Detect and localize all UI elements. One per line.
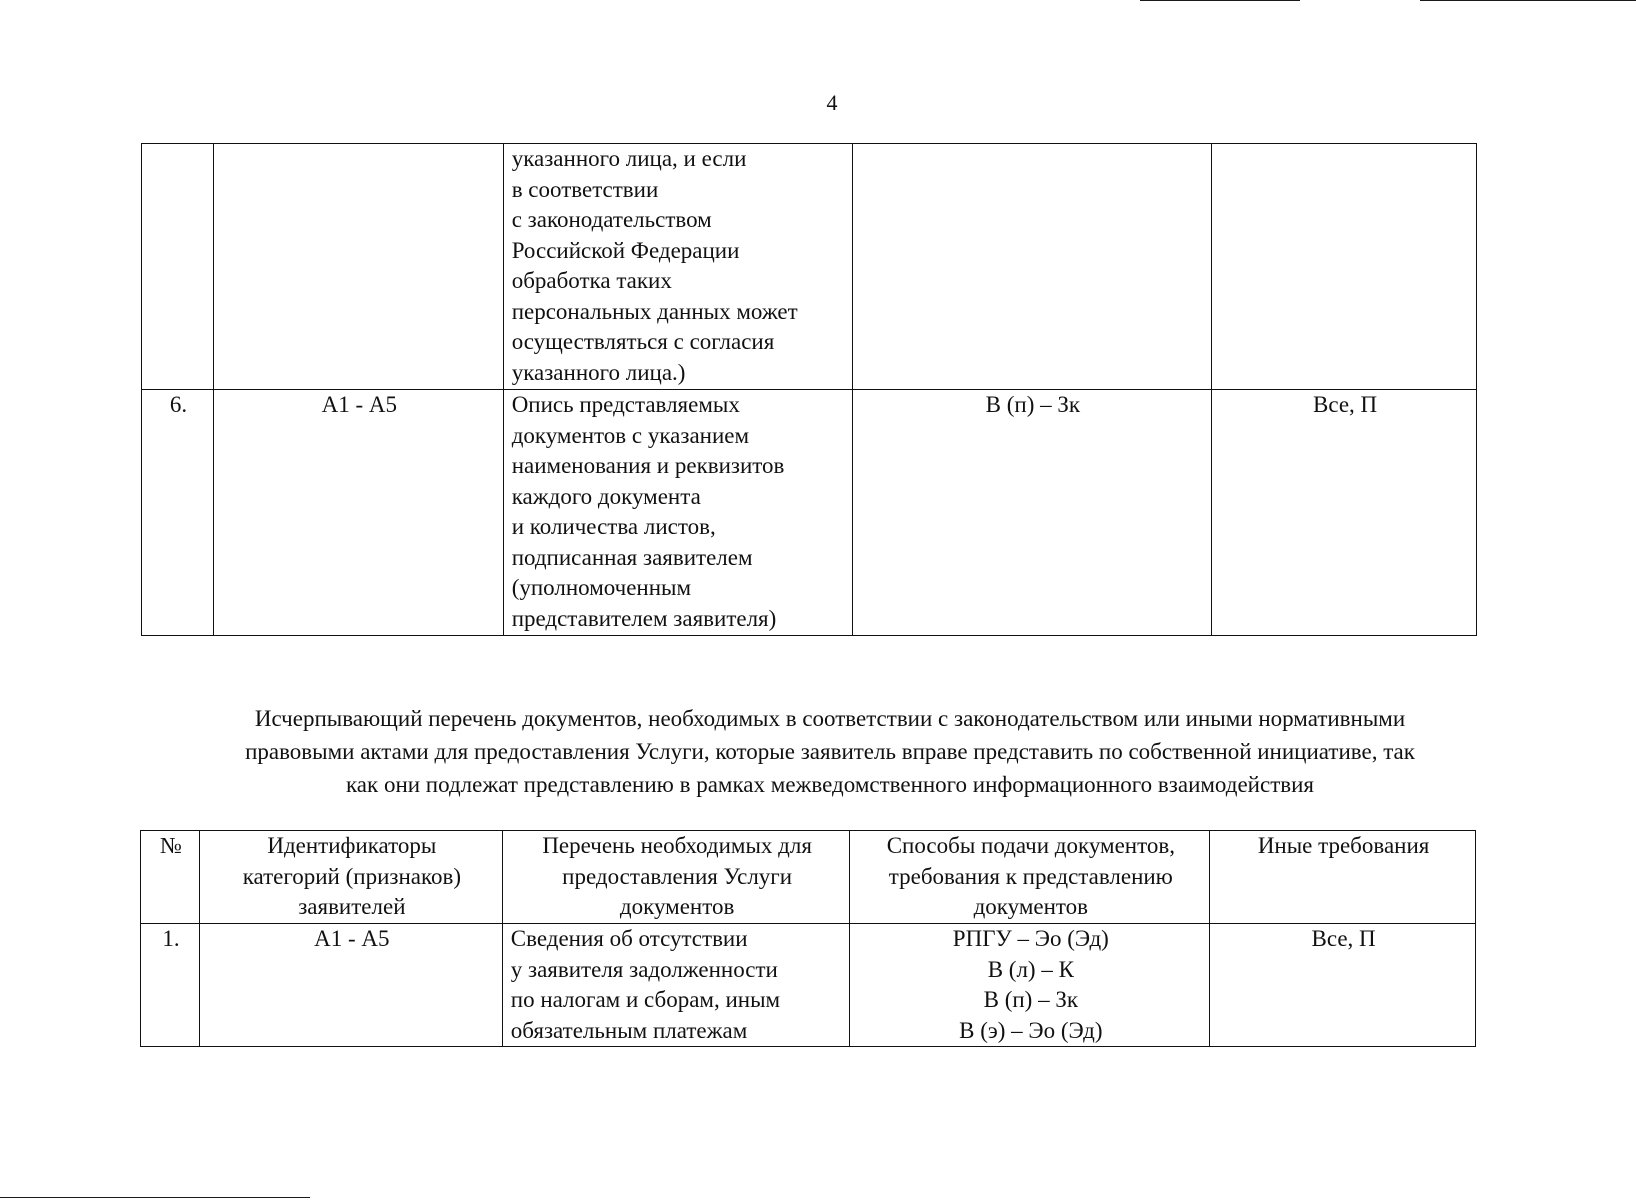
submission-methods-cell: РПГУ – Эо (Эд) В (л) – К В (п) – Зк В (э) – Эо (Эд) xyxy=(850,924,1210,1047)
page-number: 4 xyxy=(826,90,838,115)
section-heading-line-3: как они подлежат представлению в рамках межведомственного информационного взаимодействия xyxy=(345,772,1314,797)
document-description-cell: указанного лица, и если в соответствии с законодательством Российской Федерации обработка таких персональных данных может осуществляться с согласия указанного лица.) xyxy=(503,144,852,390)
scan-edge-line-bottom xyxy=(0,1197,310,1198)
submission-methods-cell xyxy=(852,144,1212,390)
section-heading-line-1: Исчерпывающий перечень документов, необходимых в соответствии с законодательством или иными нормативными xyxy=(254,706,1406,731)
document-description-cell: Опись представляемых документов с указанием наименования и реквизитов каждого документа и количества листов, подписанная заявителем (уполномоченным представителем заявителя) xyxy=(503,390,852,636)
applicant-ids-cell: А1 - А5 xyxy=(199,924,502,1047)
header-submission-methods: Способы подачи документов, требования к представлению документов xyxy=(850,831,1210,924)
table-row xyxy=(141,924,1476,1047)
header-other-requirements: Иные требования xyxy=(1210,831,1476,924)
scan-edge-line-top xyxy=(1140,0,1300,1)
row-number-cell: 6. xyxy=(142,390,214,636)
header-number: № xyxy=(141,831,200,924)
header-applicant-ids: Идентификаторы категорий (признаков) заявителей xyxy=(199,831,502,924)
continued-documents-table xyxy=(141,143,1477,636)
interagency-documents-table xyxy=(140,830,1476,1047)
table-header-row xyxy=(141,831,1476,924)
table-row xyxy=(142,390,1477,636)
section-heading xyxy=(150,702,1510,801)
row-number-cell: 1. xyxy=(141,924,200,1047)
applicant-ids-cell: А1 - А5 xyxy=(213,390,503,636)
header-document-list: Перечень необходимых для предоставления Услуги документов xyxy=(502,831,850,924)
scan-edge-line-top-right xyxy=(1420,0,1636,1)
other-requirements-cell xyxy=(1212,144,1477,390)
other-requirements-cell: Все, П xyxy=(1212,390,1477,636)
table-row xyxy=(142,144,1477,390)
other-requirements-cell: Все, П xyxy=(1210,924,1476,1047)
row-number-cell xyxy=(142,144,214,390)
applicant-ids-cell xyxy=(213,144,503,390)
submission-methods-cell: В (п) – Зк xyxy=(852,390,1212,636)
document-description-cell: Сведения об отсутствии у заявителя задолженности по налогам и сборам, иным обязательным платежам xyxy=(502,924,850,1047)
section-heading-line-2: правовыми актами для предоставления Услуги, которые заявитель вправе представить по собственной инициативе, так xyxy=(245,739,1415,764)
